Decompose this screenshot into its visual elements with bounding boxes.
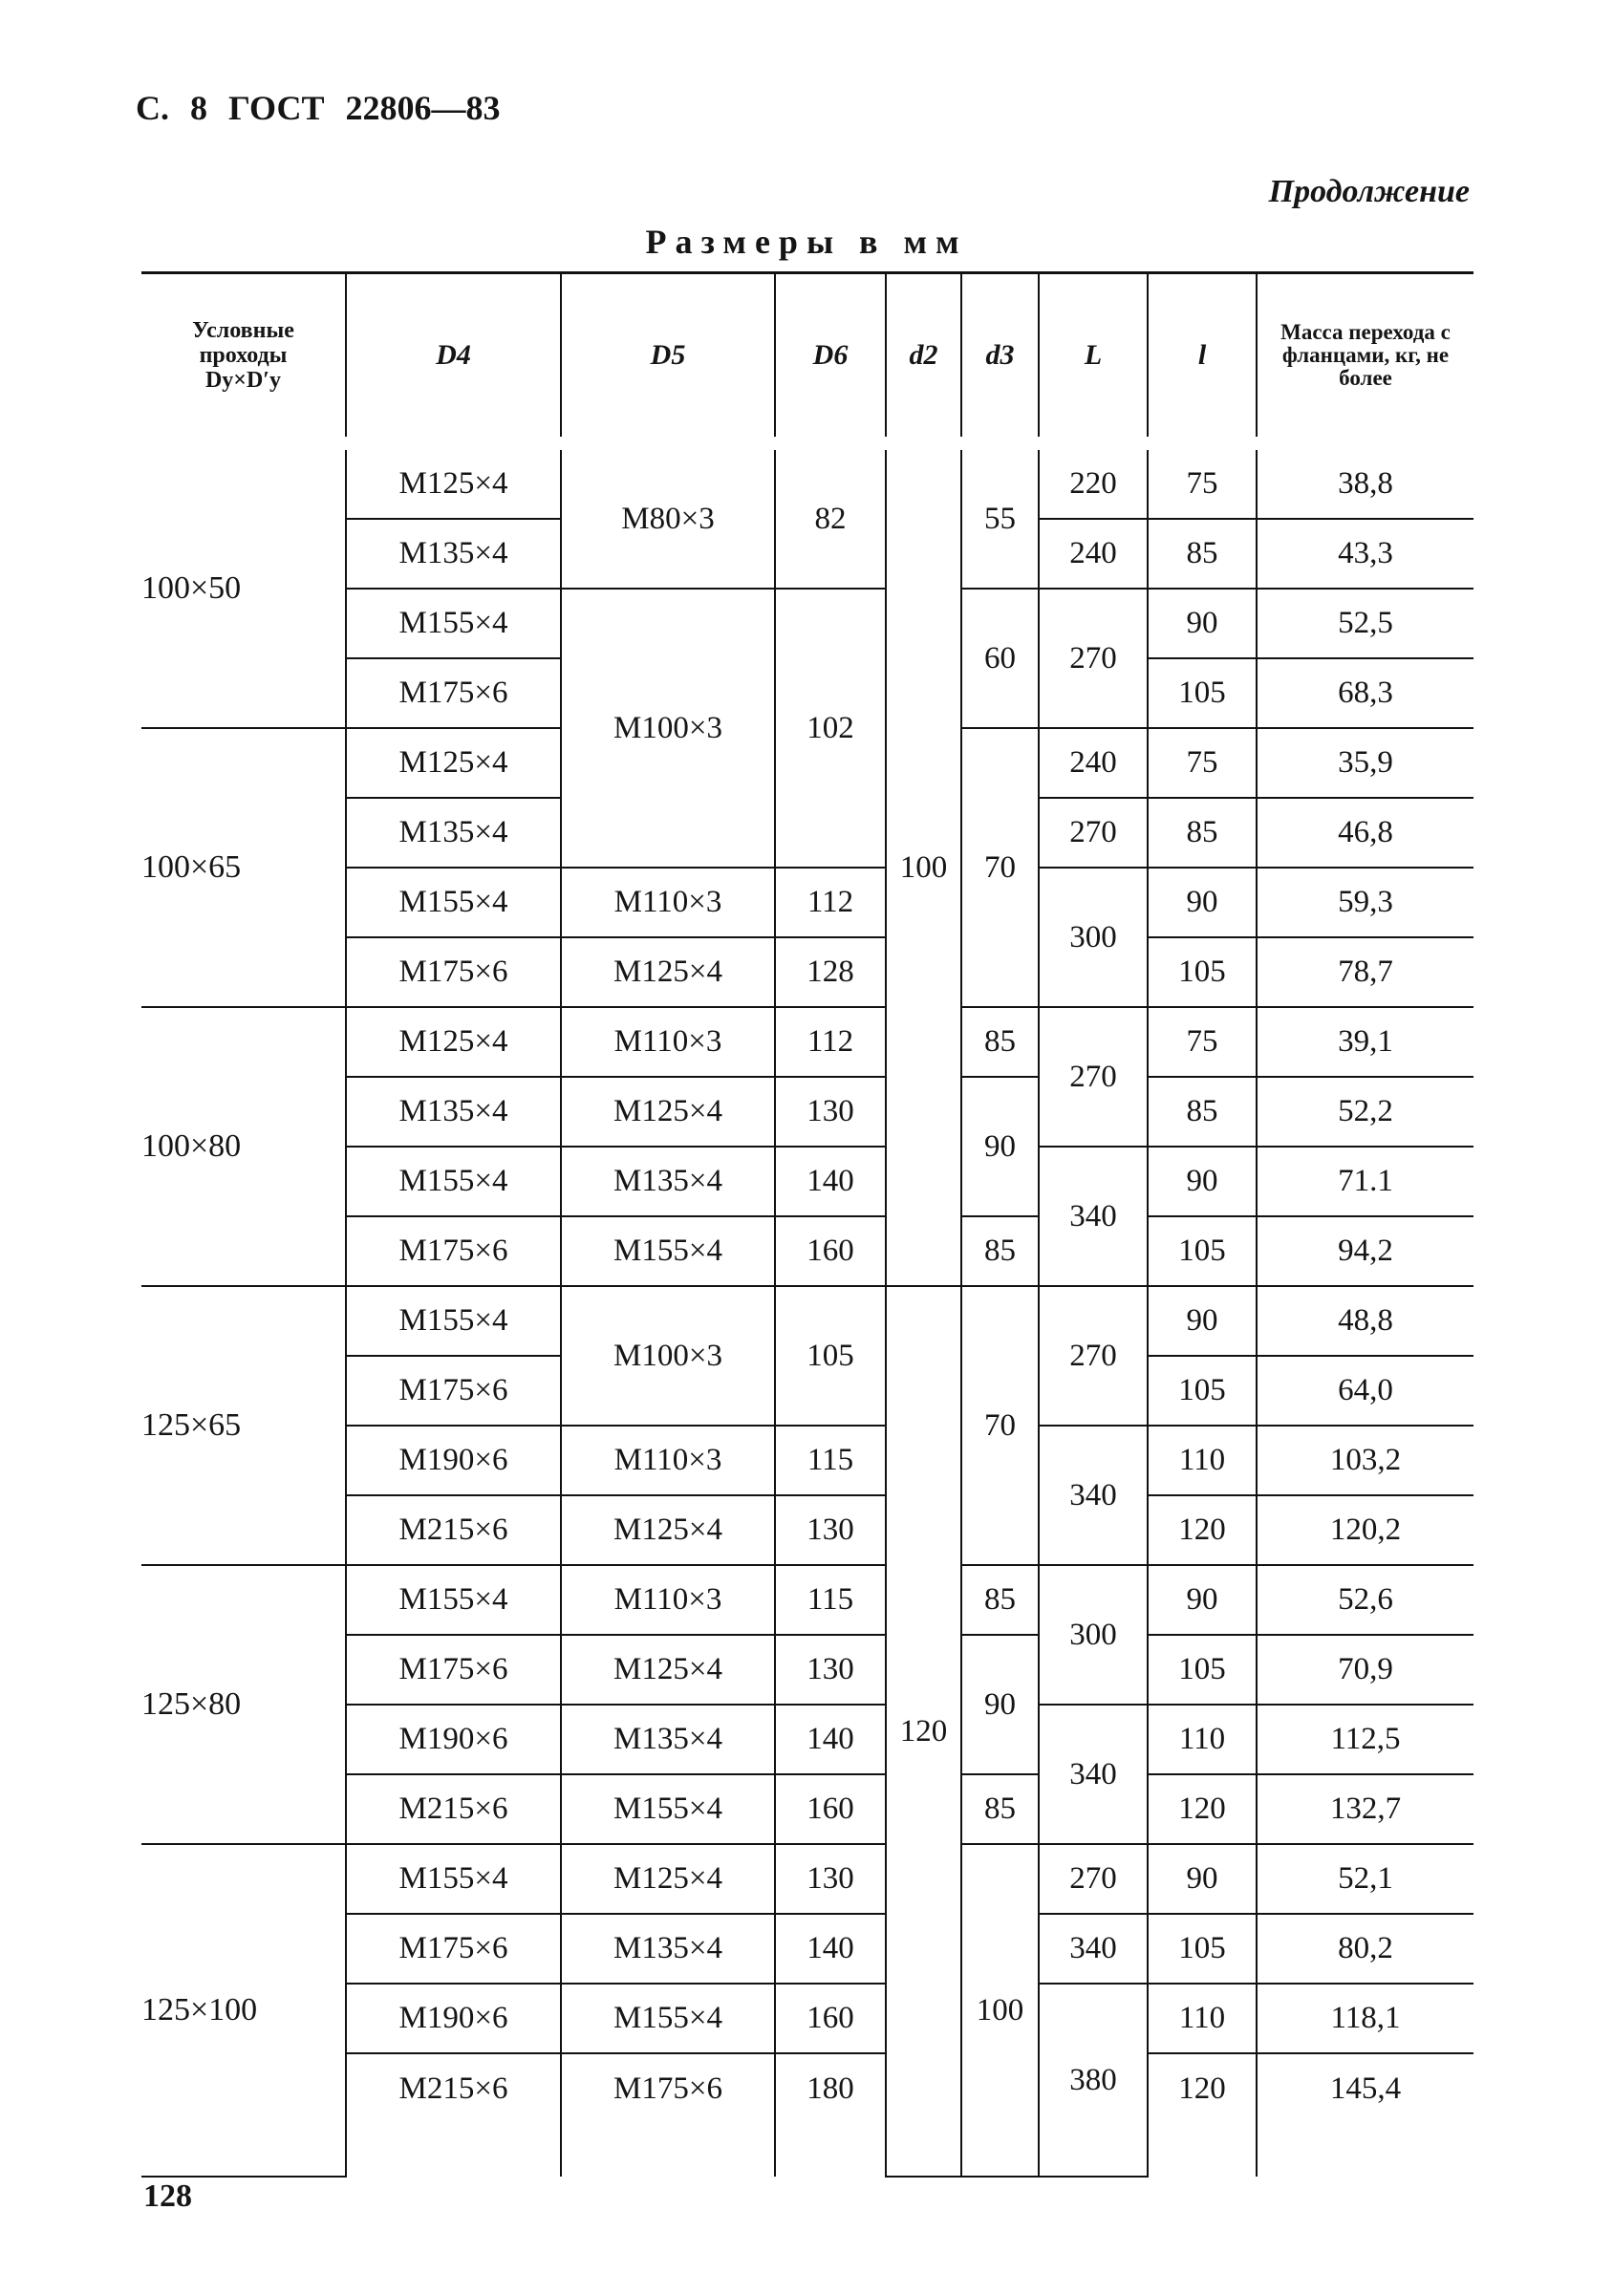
d5-cell: M80×3 xyxy=(561,443,775,589)
d2-cell: 100 xyxy=(886,443,961,1286)
l-cell: 105 xyxy=(1148,1635,1257,1705)
header-mass: Масса перехода с фланцами, кг, не более xyxy=(1257,273,1473,444)
mass-cell: 38,8 xyxy=(1257,443,1473,519)
d4-cell: M175×6 xyxy=(346,937,561,1007)
d6-cell: 115 xyxy=(775,1565,886,1635)
d4-cell: M135×4 xyxy=(346,798,561,868)
l-cell: 90 xyxy=(1148,1565,1257,1635)
mass-cell: 48,8 xyxy=(1257,1286,1473,1356)
d6-cell: 130 xyxy=(775,1495,886,1565)
mass-cell: 120,2 xyxy=(1257,1495,1473,1565)
d4-cell: M175×6 xyxy=(346,658,561,728)
d5-cell: M125×4 xyxy=(561,1844,775,1914)
d6-cell: 140 xyxy=(775,1914,886,1984)
d5-cell: M110×3 xyxy=(561,1565,775,1635)
d5-cell: M155×4 xyxy=(561,1774,775,1844)
d4-cell: M175×6 xyxy=(346,1914,561,1984)
d6-cell: 160 xyxy=(775,1216,886,1286)
L-cell: 380 xyxy=(1039,1984,1148,2177)
header-d3: d3 xyxy=(961,273,1039,444)
mass-cell: 52,5 xyxy=(1257,589,1473,658)
mass-cell: 145,4 xyxy=(1257,2053,1473,2177)
page-number: 128 xyxy=(143,2178,192,2214)
l-cell: 75 xyxy=(1148,728,1257,798)
l-cell: 75 xyxy=(1148,443,1257,519)
standard-name: ГОСТ xyxy=(228,89,325,127)
d4-cell: M155×4 xyxy=(346,868,561,937)
mass-cell: 52,2 xyxy=(1257,1077,1473,1147)
page-prefix: С. xyxy=(136,89,169,127)
d6-cell: 112 xyxy=(775,1007,886,1077)
l-cell: 85 xyxy=(1148,519,1257,589)
l-cell: 90 xyxy=(1148,1286,1257,1356)
mass-cell: 64,0 xyxy=(1257,1356,1473,1426)
d5-cell: M125×4 xyxy=(561,1635,775,1705)
d3-cell: 85 xyxy=(961,1007,1039,1077)
mass-cell: 132,7 xyxy=(1257,1774,1473,1844)
d3-cell: 100 xyxy=(961,1844,1039,2177)
d6-cell: 82 xyxy=(775,443,886,589)
d6-cell: 102 xyxy=(775,589,886,868)
mass-cell: 35,9 xyxy=(1257,728,1473,798)
standard-number: 22806—83 xyxy=(345,89,501,127)
d4-cell: M175×6 xyxy=(346,1635,561,1705)
d4-cell: M175×6 xyxy=(346,1216,561,1286)
d3-cell: 85 xyxy=(961,1216,1039,1286)
L-cell: 340 xyxy=(1039,1705,1148,1844)
l-cell: 120 xyxy=(1148,1495,1257,1565)
l-cell: 110 xyxy=(1148,1705,1257,1774)
L-cell: 340 xyxy=(1039,1426,1148,1565)
d4-cell: M125×4 xyxy=(346,728,561,798)
d6-cell: 140 xyxy=(775,1705,886,1774)
l-cell: 90 xyxy=(1148,1844,1257,1914)
l-cell: 105 xyxy=(1148,1914,1257,1984)
l-cell: 105 xyxy=(1148,658,1257,728)
mass-cell: 59,3 xyxy=(1257,868,1473,937)
d4-cell: M135×4 xyxy=(346,519,561,589)
group-label: 125×80 xyxy=(141,1565,346,1844)
mass-cell: 39,1 xyxy=(1257,1007,1473,1077)
d4-cell: M215×6 xyxy=(346,1495,561,1565)
d6-cell: 160 xyxy=(775,1984,886,2053)
page-no: 8 xyxy=(190,89,207,127)
L-cell: 270 xyxy=(1039,1844,1148,1914)
L-cell: 240 xyxy=(1039,728,1148,798)
d6-cell: 130 xyxy=(775,1635,886,1705)
l-cell: 105 xyxy=(1148,937,1257,1007)
d4-cell: M190×6 xyxy=(346,1426,561,1495)
d5-cell: M135×4 xyxy=(561,1705,775,1774)
d6-cell: 128 xyxy=(775,937,886,1007)
l-cell: 75 xyxy=(1148,1007,1257,1077)
d5-cell: M135×4 xyxy=(561,1147,775,1216)
table-row xyxy=(141,1007,1473,1077)
group-label: 100×80 xyxy=(141,1007,346,1286)
l-cell: 105 xyxy=(1148,1356,1257,1426)
l-cell: 105 xyxy=(1148,1216,1257,1286)
mass-cell: 68,3 xyxy=(1257,658,1473,728)
mass-cell: 43,3 xyxy=(1257,519,1473,589)
d6-cell: 105 xyxy=(775,1286,886,1426)
d4-cell: M125×4 xyxy=(346,1007,561,1077)
d2-cell: 120 xyxy=(886,1286,961,2177)
header-d5: D5 xyxy=(561,273,775,444)
L-cell: 270 xyxy=(1039,1286,1148,1426)
d4-cell: M190×6 xyxy=(346,1705,561,1774)
d3-cell: 60 xyxy=(961,589,1039,728)
L-cell: 220 xyxy=(1039,443,1148,519)
d3-cell: 90 xyxy=(961,1077,1039,1216)
d3-cell: 85 xyxy=(961,1565,1039,1635)
l-cell: 120 xyxy=(1148,2053,1257,2177)
continuation-label: Продолжение xyxy=(1268,174,1470,209)
d4-cell: M175×6 xyxy=(346,1356,561,1426)
d3-cell: 70 xyxy=(961,1286,1039,1565)
L-cell: 300 xyxy=(1039,1565,1148,1705)
mass-cell: 46,8 xyxy=(1257,798,1473,868)
d3-cell: 90 xyxy=(961,1635,1039,1774)
l-cell: 110 xyxy=(1148,1426,1257,1495)
d5-cell: M155×4 xyxy=(561,1216,775,1286)
page-header xyxy=(136,88,521,128)
header-d2: d2 xyxy=(886,273,961,444)
d6-cell: 115 xyxy=(775,1426,886,1495)
l-cell: 90 xyxy=(1148,589,1257,658)
d5-cell: M100×3 xyxy=(561,1286,775,1426)
mass-cell: 78,7 xyxy=(1257,937,1473,1007)
l-cell: 90 xyxy=(1148,1147,1257,1216)
d5-cell: M135×4 xyxy=(561,1914,775,1984)
table-row xyxy=(141,1286,1473,1356)
l-cell: 120 xyxy=(1148,1774,1257,1844)
L-cell: 270 xyxy=(1039,1007,1148,1147)
table-row xyxy=(141,1844,1473,1914)
mass-cell: 94,2 xyxy=(1257,1216,1473,1286)
d6-cell: 140 xyxy=(775,1147,886,1216)
d6-cell: 112 xyxy=(775,868,886,937)
mass-cell: 71.1 xyxy=(1257,1147,1473,1216)
d3-cell: 55 xyxy=(961,443,1039,589)
header-passage: Условные проходы Dу×D′у xyxy=(141,273,346,444)
d4-cell: M190×6 xyxy=(346,1984,561,2053)
l-cell: 85 xyxy=(1148,798,1257,868)
d4-cell: M125×4 xyxy=(346,443,561,519)
d4-cell: M155×4 xyxy=(346,1844,561,1914)
d5-cell: M125×4 xyxy=(561,1495,775,1565)
header-row xyxy=(141,273,1473,444)
header-d4: D4 xyxy=(346,273,561,444)
d5-cell: M125×4 xyxy=(561,937,775,1007)
table-row xyxy=(141,443,1473,519)
d5-cell: M125×4 xyxy=(561,1077,775,1147)
group-label: 125×65 xyxy=(141,1286,346,1565)
L-cell: 270 xyxy=(1039,798,1148,868)
mass-cell: 80,2 xyxy=(1257,1914,1473,1984)
d4-cell: M155×4 xyxy=(346,589,561,658)
d6-cell: 160 xyxy=(775,1774,886,1844)
mass-cell: 112,5 xyxy=(1257,1705,1473,1774)
l-cell: 85 xyxy=(1148,1077,1257,1147)
d5-cell: M110×3 xyxy=(561,1007,775,1077)
d3-cell: 70 xyxy=(961,728,1039,1007)
d4-cell: M215×6 xyxy=(346,1774,561,1844)
L-cell: 270 xyxy=(1039,589,1148,728)
d6-cell: 180 xyxy=(775,2053,886,2177)
L-cell: 300 xyxy=(1039,868,1148,1007)
d4-cell: M215×6 xyxy=(346,2053,561,2177)
d3-cell: 85 xyxy=(961,1774,1039,1844)
d5-cell: M100×3 xyxy=(561,589,775,868)
d5-cell: M155×4 xyxy=(561,1984,775,2053)
dimensions-table xyxy=(141,271,1473,2178)
d4-cell: M155×4 xyxy=(346,1147,561,1216)
header-L: L xyxy=(1039,273,1148,444)
l-cell: 90 xyxy=(1148,868,1257,937)
mass-cell: 103,2 xyxy=(1257,1426,1473,1495)
d5-cell: M175×6 xyxy=(561,2053,775,2177)
table-row xyxy=(141,1565,1473,1635)
d5-cell: M110×3 xyxy=(561,1426,775,1495)
d6-cell: 130 xyxy=(775,1077,886,1147)
d4-cell: M155×4 xyxy=(346,1286,561,1356)
mass-cell: 52,6 xyxy=(1257,1565,1473,1635)
header-l: l xyxy=(1148,273,1257,444)
L-cell: 240 xyxy=(1039,519,1148,589)
group-label: 100×65 xyxy=(141,728,346,1007)
l-cell: 110 xyxy=(1148,1984,1257,2053)
d4-cell: M155×4 xyxy=(346,1565,561,1635)
group-label: 100×50 xyxy=(141,443,346,728)
d6-cell: 130 xyxy=(775,1844,886,1914)
mass-cell: 70,9 xyxy=(1257,1635,1473,1705)
d5-cell: M110×3 xyxy=(561,868,775,937)
mass-cell: 118,1 xyxy=(1257,1984,1473,2053)
d4-cell: M135×4 xyxy=(346,1077,561,1147)
L-cell: 340 xyxy=(1039,1914,1148,1984)
group-label: 125×100 xyxy=(141,1844,346,2177)
units-caption: Размеры в мм xyxy=(645,223,968,261)
L-cell: 340 xyxy=(1039,1147,1148,1286)
mass-cell: 52,1 xyxy=(1257,1844,1473,1914)
header-d6: D6 xyxy=(775,273,886,444)
